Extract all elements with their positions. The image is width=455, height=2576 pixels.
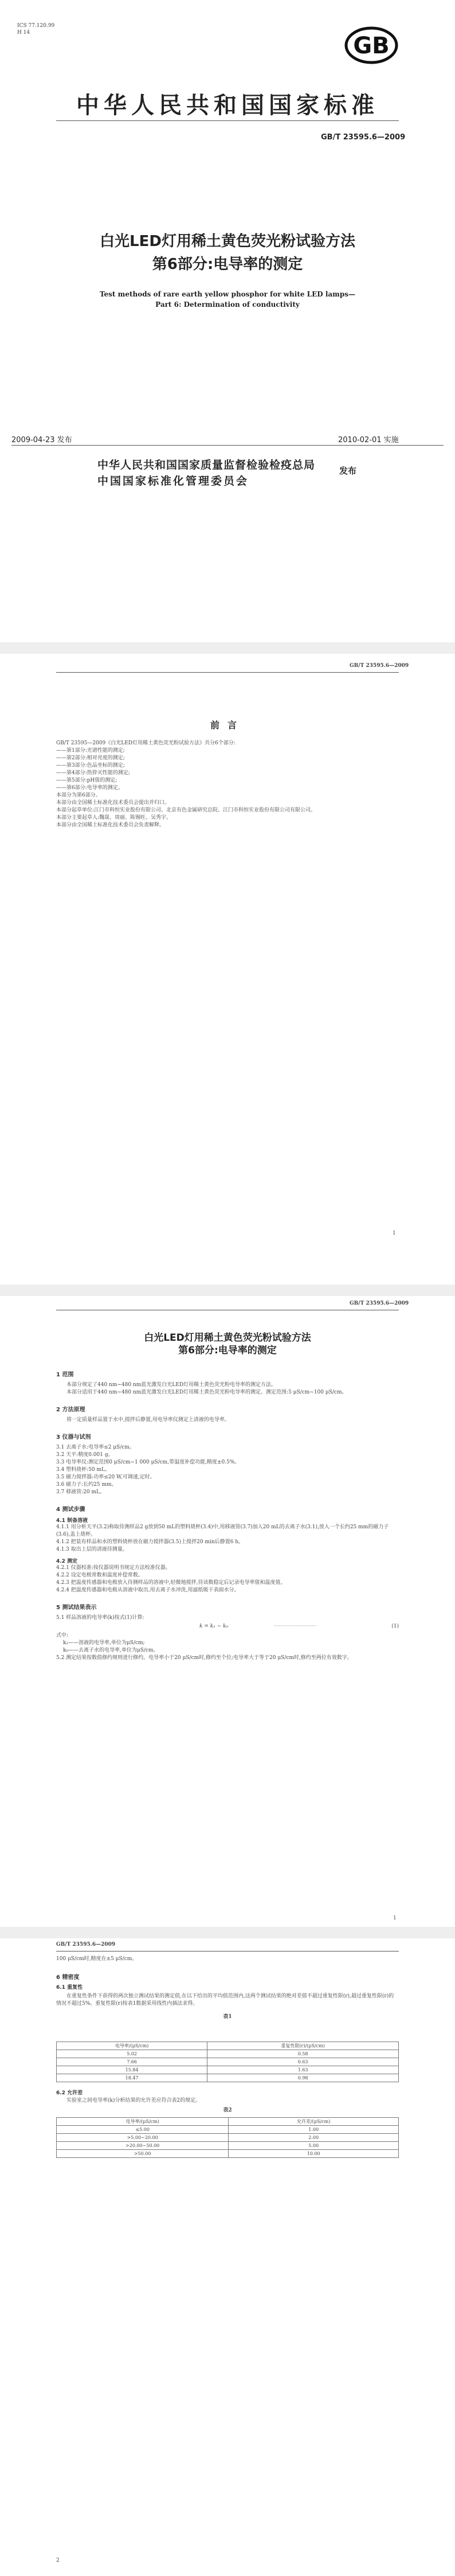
table-cell: 5.00 [229,2142,399,2150]
table-row [57,2050,399,2058]
foreword-line: ——第3部分:色品坐标的测定; [56,763,125,768]
carry-over-text: 100 μS/cm时,精度在±5 μS/cm。 [56,1956,138,1962]
list-item: 4.2.4 把温度传感器和电极从溶液中取出,用去离子水冲洗,用滤纸吸干表面水分。 [56,1587,240,1593]
subsection-4-1: 4.1 制备溶液 [56,1518,88,1524]
section-3-heading: 3 仪器与试剂 [56,1434,91,1441]
foreword-line: ——第1部分:光谱性能的测定; [56,748,125,754]
foreword-line: ——第4部分:热猝灭性能的测定; [56,770,130,776]
foreword-line: ——第6部分:电导率的测定。 [56,785,123,791]
table-header-cell: 重复性限(r)/(μS/cm) [207,2042,399,2050]
cover-bottom-rule [11,445,444,446]
issuer-suffix: 发布 [339,466,357,476]
list-item: 3.2 天平:精度0.001 g。 [56,1452,113,1458]
cover-title-line1: 白光LED灯用稀土黄色荧光粉试验方法 [100,233,355,250]
list-item: 4.1.2 把装有样品和水的塑料烧杯放在磁力搅拌器(3.5)上搅拌20 min后静置6 h。 [56,1539,244,1545]
english-title-line2: Part 6: Determination of conductivity [155,300,300,309]
foreword-line: 本部分为第6部分。 [56,793,101,798]
gb-logo [344,25,399,65]
formula-leader: ·························· [274,1623,317,1629]
list-item: 3.5 磁力搅拌器:功率≤20 W,可调速,定时。 [56,1474,155,1480]
subsection-6-2: 6.2 允许差 [56,2090,83,2096]
table-row [57,2150,399,2158]
page1-title-line1: 白光LED灯用稀土黄色荧光粉试验方法 [144,1332,311,1344]
cover-top-rule [56,120,399,121]
list-item: 3.6 磁力子:长约25 mm。 [56,1482,117,1488]
content-page-1 [0,1296,455,1927]
list-item: 4.2.3 把温度传感器和电极放入待测样品的溶液中,轻微地搅拌,待读数稳定后记录电导率值和温度值。 [56,1580,286,1586]
list-item: 4.1.3 取出上层的清液待测量。 [56,1547,128,1552]
page-number: 2 [56,2558,60,2563]
section-1-heading: 1 范围 [56,1372,74,1378]
section-2-para: 将一定质量样品置于水中,搅拌后静置,用电导率仪测定上清液的电导率。 [66,1417,230,1423]
header-rule [56,672,399,673]
table-header-row [57,2118,399,2126]
table-cell: 2.00 [229,2134,399,2142]
section-1-para: 本部分适用于440 nm~480 nm蓝光激发白光LED灯用稀土黄色荧光粉电导率的测定。测定范围:5 μS/cm~100 μS/cm。 [66,1390,347,1395]
formula-number: (1) [391,1623,399,1629]
table-cell: 1.63 [207,2066,399,2074]
svg-text:GB: GB [353,33,390,59]
table-cell: 1.00 [229,2126,399,2134]
table-cell: ≤5.00 [57,2126,229,2134]
table-cell: >5.00~20.00 [57,2134,229,2142]
ics-code: ICS 77.120.99 [17,23,55,29]
list-item: 3.1 去离子水:电导率≤2 μS/cm。 [56,1445,135,1450]
issuer-2: 中国国家标准化管理委员会 [97,475,249,487]
list-item: k₁——溶液的电导率,单位为μS/cm; [63,1640,145,1646]
foreword-line: 本部分由全国稀土标准化技术委员会提出并归口。 [56,800,170,806]
table-2 [56,2117,399,2158]
foreword-page [0,654,455,1285]
section-4-heading: 4 测试步骤 [56,1506,85,1513]
content-page-2 [0,1938,455,2576]
page2-body [56,1956,399,2021]
table-cell: >50.00 [57,2150,229,2158]
national-standard-heading: 中华人民共和国国家标准 [76,92,379,119]
list-item: 4.2.1 仪器校准:按仪器说明书规定方法校准仪器。 [56,1565,171,1571]
table-cell: 18.47 [57,2074,207,2082]
table-header-cell: 电导率/(μS/cm) [57,2118,229,2126]
table-1 [56,2042,399,2082]
section-3-list [56,1444,399,1496]
foreword-title: 前言 [210,720,245,731]
section-6-2-para: 实验室之间电导率(k)分析结果的允许差应符合表2的规定。 [66,2098,201,2103]
issue-date: 2009-04-23 发布 [11,436,72,444]
issuer-1: 中华人民共和国国家质量监督检验检疫总局 [97,459,316,471]
section-5-heading: 5 测试结果表示 [56,1605,97,1611]
foreword-body [56,740,399,829]
table2-caption: 表2 [223,2107,232,2113]
table-row [57,2058,399,2066]
list-item: k₀——去离子水的电导率,单位为μS/cm。 [63,1648,159,1653]
foreword-line: ——第2部分:相对亮度的测定; [56,755,125,761]
page-gap [0,1285,455,1296]
table-cell: 7.66 [57,2058,207,2066]
table-row [57,2074,399,2082]
table-cell: 0.98 [207,2074,399,2082]
table-row [57,2126,399,2134]
standard-number: GB/T 23595.6—2009 [321,133,406,142]
ccs-code: H 14 [17,30,30,36]
subsection-6-1: 6.1 重复性 [56,1985,83,1990]
section-6-1-para: 在重复性条件下获得的两次独立测试结果的测定值,在以下给出的平均值范围内,这两个测试结果的绝对差值不超过重复性限(r),超过重复性限(r)的情况不超过5%。重复性限(r)按表1数据采用线性内插法求得。 [56,1993,394,2007]
table-cell: 15.84 [57,2066,207,2074]
list-item: 式中: [56,1633,69,1638]
formula-row [56,1622,399,1632]
page-gap [0,1927,455,1938]
page-number: I [393,1231,395,1236]
page-header-std-no: GB/T 23595.6—2009 [350,663,409,669]
table1-caption: 表1 [223,2014,232,2020]
list-item: 4.2.2 设定电极常数和温度补偿常数。 [56,1572,143,1578]
table-cell: 0.58 [207,2050,399,2058]
cover-title-line2: 第6部分:电导率的测定 [152,256,303,273]
table-cell: 0.63 [207,2058,399,2066]
section-1-para: 本部分规定了440 nm~480 nm蓝光激发白光LED灯用稀土黄色荧光粉电导率的测定方法。 [66,1382,277,1388]
list-item: 5.2 测定结果按数值修约规则进行修约。电导率小于20 μS/cm时,修约至个位;电导率大于等于20 μS/cm时,修约至两位有效数字。 [56,1655,352,1661]
table-header-cell: 电导率/(μS/cm) [57,2042,207,2050]
formula: k = k₁ − k₀ [199,1623,229,1629]
table-header-row [57,2042,399,2050]
page-header-std-no: GB/T 23595.6—2009 [56,1942,116,1947]
list-item: 3.4 塑料烧杯:50 mL。 [56,1467,111,1473]
implementation-date: 2010-02-01 实施 [338,436,399,444]
section-6-2 [56,2089,399,2114]
list-item: 3.7 移液管:20 mL。 [56,1489,105,1495]
foreword-line: ——第5部分:pH值的测定; [56,778,117,783]
table-row [57,2142,399,2150]
table-header-cell: 允许差/(μS/cm) [229,2118,399,2126]
cover-page [0,0,455,642]
page1-body [56,1367,399,1662]
section-6-heading: 6 精密度 [56,1974,80,1981]
foreword-line: 本部分由全国稀土标准化技术委员会负责解释。 [56,822,165,828]
english-title-line1: Test methods of rare earth yellow phosphor for white LED lamps— [99,290,356,298]
list-item: 5.1 样品溶液的电导率(k)按式(1)计算: [56,1615,144,1621]
page1-title-line2: 第6部分:电导率的测定 [178,1345,277,1356]
foreword-line: GB/T 23595—2009《白光LED灯用稀土黄色荧光粉试验方法》共分6个部分: [56,740,236,746]
table-row [57,2134,399,2142]
table-cell: 10.00 [229,2150,399,2158]
section-2-heading: 2 方法原理 [56,1407,85,1413]
table-cell: 5.02 [57,2050,207,2058]
table-cell: >20.00~50.00 [57,2142,229,2150]
list-item: 4.1.1 用分析天平(3.2)称取待测样品2 g放到50 mL的塑料烧杯(3.4)中,用移液管(3.7)加入20 mL的去离子水(3.1),放入一个长约25 mm的磁力子(3.6),盖上烧杯。 [56,1524,389,1537]
list-item: 3.3 电导率仪:测定范围0 μS/cm~1 000 μS/cm,带温度补偿功能,精度±0.5%。 [56,1459,240,1465]
foreword-line: 本部分起草单位:江门市科恒实业股份有限公司、北京有色金属研究总院、江门市科恒实业股份有限公司有限公司。 [56,807,316,813]
subsection-4-2: 4.2 测定 [56,1559,78,1564]
table-row [57,2066,399,2074]
page-header-std-no: GB/T 23595.6—2009 [350,1301,409,1306]
page-gap [0,642,455,654]
foreword-line: 本部分主要起草人:魏晟、周丽、陈锡旺、吴秀宇。 [56,815,172,821]
page-number: 1 [393,1915,397,1921]
